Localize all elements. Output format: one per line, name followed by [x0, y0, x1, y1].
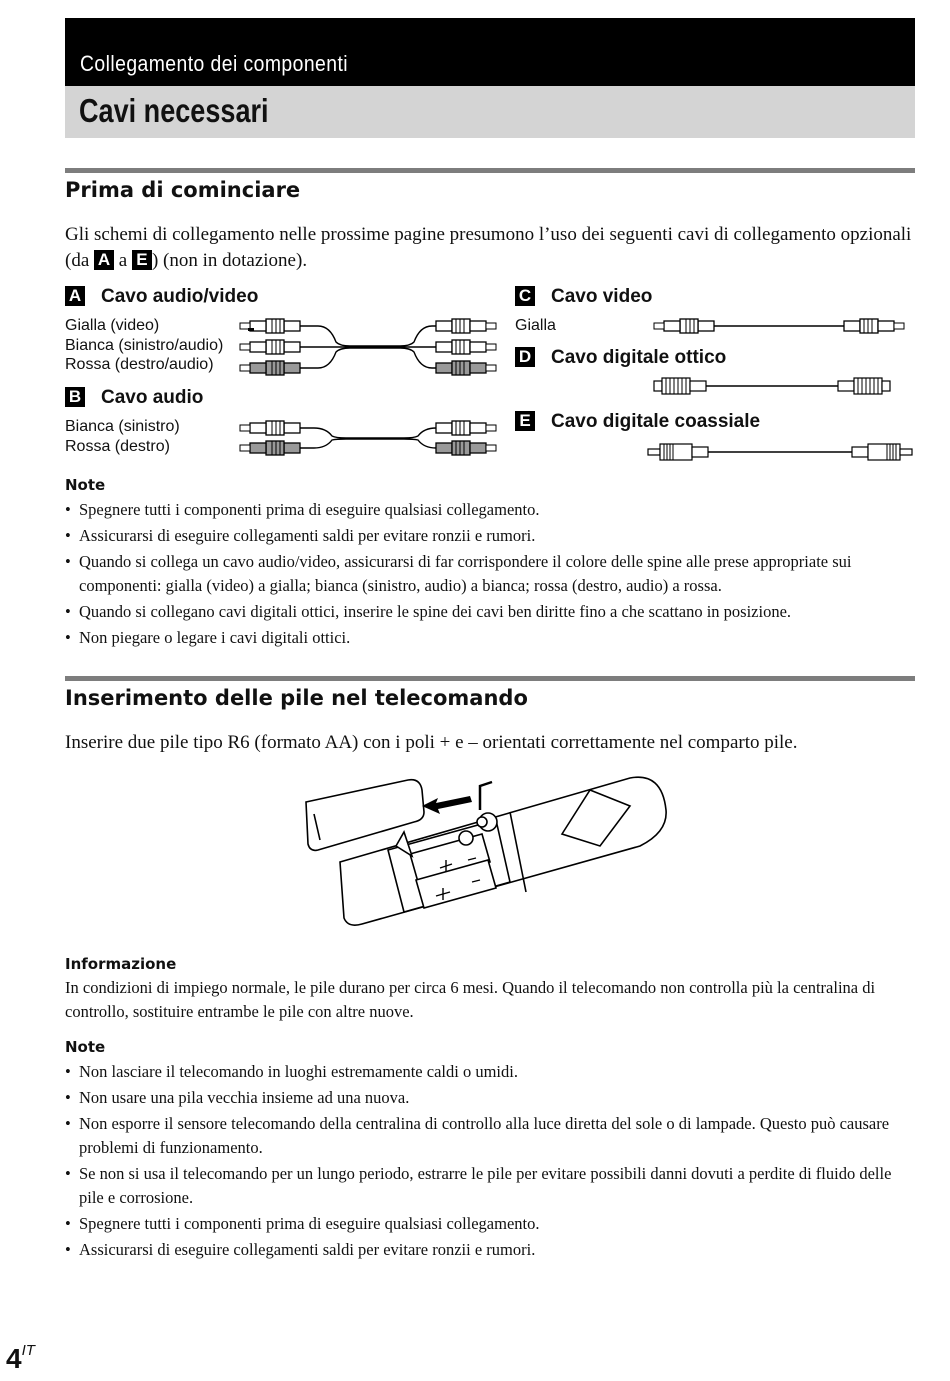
notes-list [65, 1060, 915, 1264]
letter-box-c: C [515, 286, 535, 306]
letter-box-a: A [94, 250, 114, 270]
cable-b-drawing [240, 421, 496, 455]
list-item: • Non lasciare il telecomando in luoghi estremamente caldi o umidi. [65, 1060, 915, 1084]
letter-box-e: E [515, 411, 535, 431]
page-lang: IT [21, 1342, 35, 1359]
page-number [6, 1342, 35, 1375]
letter-box-a: A [65, 286, 85, 306]
cable-b-name: Cavo audio [101, 387, 204, 408]
list-item: • Se non si usa il telecomando per un lungo periodo, estrarre le pile per evitare possibili danni dovuti a perdite di fluido delle pile e corrosione. [65, 1162, 915, 1210]
letter-box-d: D [515, 347, 535, 367]
page-title: Cavi necessari [79, 92, 269, 129]
cable-d-drawing [654, 378, 890, 394]
cable-illustrations [0, 0, 950, 470]
section-divider [65, 676, 915, 681]
cable-e-name: Cavo digitale coassiale [551, 411, 761, 432]
info-heading: Informazione [65, 955, 177, 973]
cable-a-name: Cavo audio/video [101, 286, 259, 307]
info-text: In condizioni di impiego normale, le pile durano per circa 6 mesi. Quando il telecomando non controlla più la centralina di controllo, sostituire entrambe le pile con altre nuove. [65, 978, 876, 1021]
cable-b-label-white: Bianca (sinistro) [65, 418, 180, 435]
notes-list [65, 498, 915, 652]
list-item: • Spegnere tutti i componenti prima di eseguire qualsiasi collegamento. [65, 498, 915, 522]
list-item: • Non esporre il sensore telecomando della centralina di controllo alla luce diretta del sole o di lampade. Questo può causare problemi di funzionamento. [65, 1112, 915, 1160]
cable-c-drawing [654, 319, 904, 333]
battery-paragraph: Inserire due pile tipo R6 (formato AA) con i poli + e – orientati correttamente nel comparto pile. [65, 732, 798, 753]
cable-a-label-yellow: Gialla (video) [65, 317, 160, 334]
list-item: • Non piegare o legare i cavi digitali ottici. [65, 626, 915, 650]
section-title: Collegamento dei componenti [80, 51, 349, 76]
cable-c-label-yellow: Gialla [515, 317, 556, 334]
letter-box-b: B [65, 387, 85, 407]
notes-heading: Note [65, 476, 106, 494]
cable-a-label-red: Rossa (destro/audio) [65, 356, 214, 373]
list-item: • Assicurarsi di eseguire collegamenti saldi per evitare ronzii e rumori. [65, 524, 915, 548]
list-item: • Assicurarsi di eseguire collegamenti saldi per evitare ronzii e rumori. [65, 1238, 915, 1262]
letter-box-e: E [132, 250, 152, 270]
cable-a-label-white: Bianca (sinistro/audio) [65, 337, 224, 354]
list-item: • Non usare una pila vecchia insieme ad una nuova. [65, 1086, 915, 1110]
list-item: • Quando si collega un cavo audio/video, assicurarsi di far corrispondere il colore delle spine alle prese appropriate sui componenti: gialla (video) a gialla; bianca (sinistro, audio) a bianca; rossa (destro, audio) a rossa. [65, 550, 915, 598]
list-item: • Quando si collegano cavi digitali ottici, inserire le spine dei cavi ben diritte fino a che scattano in posizione. [65, 600, 915, 624]
cable-a-drawing [240, 319, 496, 375]
intro-paragraph: Gli schemi di collegamento nelle prossime pagine presumono l’uso dei seguenti cavi di collegamento opzionali (da A a E ) (non in dotazione). [65, 224, 912, 271]
list-item: • Spegnere tutti i componenti prima di eseguire qualsiasi collegamento. [65, 1212, 915, 1236]
cable-b-label-red: Rossa (destro) [65, 438, 170, 455]
section-heading-pile: Inserimento delle pile nel telecomando [65, 686, 528, 710]
remote-battery-illustration [300, 772, 670, 932]
cable-d-name: Cavo digitale ottico [551, 347, 727, 368]
notes-heading: Note [65, 1038, 106, 1056]
page-num: 4 [6, 1343, 22, 1374]
cable-c-name: Cavo video [551, 286, 653, 307]
section-heading-prima: Prima di cominciare [65, 178, 301, 202]
cable-e-drawing [648, 444, 912, 460]
